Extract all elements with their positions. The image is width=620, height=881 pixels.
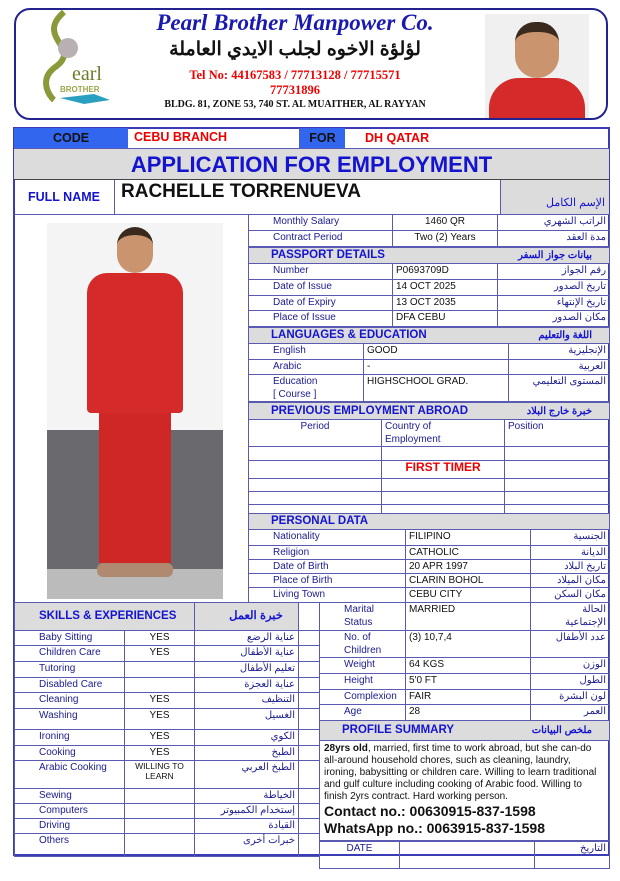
personal-label-arabic: العمر xyxy=(531,705,610,721)
skill-row xyxy=(15,709,320,730)
skill-value: YES xyxy=(125,730,195,746)
photo-cell xyxy=(14,214,249,602)
personal-label: Age xyxy=(320,705,406,721)
skill-spacer xyxy=(299,789,320,804)
personal-value: 28 xyxy=(406,705,531,721)
company-name-arabic: لؤلؤة الاخوه لجلب الايدي العاملة xyxy=(169,39,421,60)
passport-label-arabic: رقم الجواز xyxy=(498,264,610,280)
skill-label: Washing xyxy=(15,709,125,730)
skill-value xyxy=(125,789,195,804)
skill-label: Tutoring xyxy=(15,662,125,678)
skill-row xyxy=(15,804,320,819)
personal-row xyxy=(320,603,610,631)
company-name: Pearl Brother Manpower Co. xyxy=(156,10,434,35)
personal-label-arabic: الطول xyxy=(531,674,610,690)
g-pers2-table xyxy=(319,602,610,841)
passport-value: P0693709D xyxy=(393,264,498,280)
passport-row xyxy=(249,264,610,280)
previous-employment-row xyxy=(249,447,610,461)
date-label: DATE xyxy=(320,842,400,869)
language-row xyxy=(249,344,610,360)
personal-label: Place of Birth xyxy=(249,574,406,588)
personal-row xyxy=(320,674,610,690)
passport-label: Date of Issue xyxy=(249,280,393,296)
passport-value: 14 OCT 2025 xyxy=(393,280,498,296)
passport-title: PASSPORT DETAILS xyxy=(271,249,385,261)
personal-value: (3) 10,7,4 xyxy=(406,631,531,658)
language-label: Arabic xyxy=(249,360,364,375)
personal-data-title: PERSONAL DATA xyxy=(271,515,369,527)
skill-label-arabic: الخياطة xyxy=(195,789,299,804)
contract-value: Two (2) Years xyxy=(393,231,498,247)
personal-label-arabic: لون البشرة xyxy=(531,690,610,705)
previous-employment-header xyxy=(249,403,610,420)
languages-title-arabic: اللغة والتعليم xyxy=(538,330,592,341)
passport-label: Date of Expiry xyxy=(249,296,393,311)
skill-label-arabic: التنظيف xyxy=(195,693,299,709)
personal-row xyxy=(249,546,610,560)
skill-label-arabic: الكوي xyxy=(195,730,299,746)
passport-header xyxy=(249,248,610,264)
personal-label-arabic: مكان الميلاد xyxy=(531,574,610,588)
country-cell xyxy=(382,492,505,505)
skill-label: Others xyxy=(15,834,125,857)
language-row xyxy=(249,375,610,402)
previous-employment-title-arabic: خبرة خارج البلاد xyxy=(526,405,593,417)
position-cell xyxy=(505,479,610,492)
personal-value: 5'0 FT xyxy=(406,674,531,690)
previous-employment-columns xyxy=(249,420,610,447)
personal-value: CATHOLIC xyxy=(406,546,531,560)
profile-summary-title-arabic: ملخص البيانات xyxy=(531,725,592,736)
skill-label-arabic: تعليم الأطفال xyxy=(195,662,299,678)
passport-title-arabic: بيانات جواز السفر xyxy=(518,250,593,261)
applicant-full-photo xyxy=(47,223,223,599)
personal-label: Living Town xyxy=(249,588,406,603)
position-column: Position xyxy=(505,420,610,447)
personal-label-arabic: تاريخ البلاد xyxy=(531,560,610,574)
g-contract-table xyxy=(248,214,610,247)
skill-row xyxy=(15,631,320,646)
personal-value: CEBU CITY xyxy=(406,588,531,603)
personal-data xyxy=(249,514,610,530)
contract-row xyxy=(249,231,610,247)
date-value xyxy=(400,842,535,869)
g-pers2-table xyxy=(319,841,610,869)
date-row xyxy=(320,842,610,869)
country-cell xyxy=(382,479,505,492)
skill-label: Arabic Cooking xyxy=(15,761,125,789)
country-cell xyxy=(382,447,505,461)
period-cell xyxy=(249,461,382,479)
language-label-arabic: العربية xyxy=(509,360,610,375)
svg-text:earl: earl xyxy=(72,63,102,85)
skill-label-arabic: عناية الرضع xyxy=(195,631,299,646)
personal-label-arabic: الجنسية xyxy=(531,530,610,546)
passport-label: Place of Issue xyxy=(249,311,393,327)
languages-header xyxy=(249,328,610,344)
previous-employment-row xyxy=(249,492,610,505)
personal-label: Religion xyxy=(249,546,406,560)
personal-label-arabic: مكان السكن xyxy=(531,588,610,603)
code-row xyxy=(14,128,609,148)
contact-number: Contact no.: 00630915-837-1598 xyxy=(324,803,536,819)
language-value: - xyxy=(364,360,509,375)
skill-row xyxy=(15,746,320,761)
skill-row xyxy=(15,819,320,834)
contract-label-arabic: الراتب الشهري xyxy=(498,215,610,231)
applicant-portrait xyxy=(485,14,589,118)
skill-spacer xyxy=(299,746,320,761)
summary-paragraph xyxy=(324,743,605,803)
skill-label: Computers xyxy=(15,804,125,819)
skill-spacer xyxy=(299,834,320,857)
for-label: FOR xyxy=(300,128,345,148)
g-contract-table xyxy=(248,402,610,518)
skill-row xyxy=(15,730,320,746)
skill-row xyxy=(15,693,320,709)
pearl-brother-logo xyxy=(24,8,120,104)
personal-value: FAIR xyxy=(406,690,531,705)
personal-row xyxy=(320,705,610,721)
period-cell xyxy=(249,447,382,461)
tel-line-2: 77731896 xyxy=(270,83,320,97)
personal-label: No. of Children xyxy=(320,631,406,658)
skill-row xyxy=(15,662,320,678)
language-label: English xyxy=(249,344,364,360)
summary-lead: 28yrs old xyxy=(324,743,368,754)
previous-employment xyxy=(249,403,610,420)
position-cell xyxy=(505,447,610,461)
g-contract-table xyxy=(248,247,610,327)
country-column: Country of Employment xyxy=(382,420,505,447)
skills-header xyxy=(15,603,320,631)
skill-value xyxy=(125,819,195,834)
personal-value: CLARIN BOHOL xyxy=(406,574,531,588)
skill-label-arabic: القيادة xyxy=(195,819,299,834)
g-pers-table xyxy=(248,513,610,603)
full-name-row xyxy=(14,179,609,214)
skill-row xyxy=(15,789,320,804)
language-label-arabic: الإنجليزية xyxy=(509,344,610,360)
contract-label: Monthly Salary xyxy=(249,215,393,231)
personal-row xyxy=(249,574,610,588)
passport xyxy=(249,248,610,264)
skill-spacer xyxy=(299,730,320,746)
passport-value: 13 OCT 2035 xyxy=(393,296,498,311)
skill-value: YES xyxy=(125,709,195,730)
personal-label: Nationality xyxy=(249,530,406,546)
telephone xyxy=(110,68,480,98)
language-label: Education [ Course ] xyxy=(249,375,364,402)
personal-label: Weight xyxy=(320,658,406,674)
skill-label-arabic: عناية الأطفال xyxy=(195,646,299,662)
skill-spacer xyxy=(299,646,320,662)
for-value: DH QATAR xyxy=(365,131,430,145)
skill-spacer xyxy=(299,819,320,834)
skill-spacer xyxy=(299,693,320,709)
skills-spacer xyxy=(299,603,320,631)
skill-value: WILLING TO LEARN xyxy=(125,761,195,789)
skill-spacer xyxy=(299,761,320,789)
skill-label-arabic: خبرات أخرى xyxy=(195,834,299,857)
passport-label-arabic: تاريخ الصدور xyxy=(498,280,610,296)
personal-row xyxy=(320,690,610,705)
country-cell: FIRST TIMER xyxy=(382,461,505,479)
skill-label: Driving xyxy=(15,819,125,834)
personal-label: Complexion xyxy=(320,690,406,705)
personal-label-arabic: الديانة xyxy=(531,546,610,560)
passport-row xyxy=(249,311,610,327)
summary-body: , married, first time to work abroad, but she can-do all-around household chores, such as cleaning, laundry, ironing, babysitting or children care. Willing to learn traditional and gulf culture including cooking of Arabic food. Willing to finish 2yrs contract. Hard working person. xyxy=(324,743,597,802)
passport-label: Number xyxy=(249,264,393,280)
skill-label: Baby Sitting xyxy=(15,631,125,646)
language-value: GOOD xyxy=(364,344,509,360)
language-row xyxy=(249,360,610,375)
language-value: HIGHSCHOOL GRAD. xyxy=(364,375,509,402)
languages-title: LANGUAGES & EDUCATION xyxy=(271,329,427,341)
passport-row xyxy=(249,280,610,296)
profile-summary-text xyxy=(320,741,610,841)
personal-row xyxy=(249,530,610,546)
previous-employment-title: PREVIOUS EMPLOYMENT ABROAD xyxy=(271,404,469,417)
personal-label-arabic: الحالة الإجتماعية xyxy=(531,603,610,631)
personal-value: 64 KGS xyxy=(406,658,531,674)
skill-row xyxy=(15,678,320,693)
passport-label-arabic: تاريخ الإنتهاء xyxy=(498,296,610,311)
g-contract-table xyxy=(248,327,610,402)
personal-data-header xyxy=(249,514,610,530)
profile-summary-title: PROFILE SUMMARY xyxy=(342,724,455,736)
skill-label-arabic: الغسيل xyxy=(195,709,299,730)
full-name-value: RACHELLE TORRENUEVA xyxy=(121,181,361,202)
full-name-arabic: الإسم الكامل xyxy=(500,180,609,214)
date-label-arabic: التاريخ xyxy=(535,842,610,869)
language-label-arabic: المستوى التعليمي xyxy=(509,375,610,402)
skill-spacer xyxy=(299,678,320,693)
personal-label-arabic: عدد الأطفال xyxy=(531,631,610,658)
summary-row xyxy=(320,741,610,841)
contract-label: Contract Period xyxy=(249,231,393,247)
skill-value xyxy=(125,804,195,819)
passport-value: DFA CEBU xyxy=(393,311,498,327)
skill-value: YES xyxy=(125,746,195,761)
personal-label: Date of Birth xyxy=(249,560,406,574)
profile-summary xyxy=(320,721,610,741)
skill-row xyxy=(15,761,320,789)
personal-value: 20 APR 1997 xyxy=(406,560,531,574)
skill-value: YES xyxy=(125,693,195,709)
personal-row xyxy=(249,560,610,574)
skill-value xyxy=(125,662,195,678)
personal-row xyxy=(249,588,610,603)
personal-label: Height xyxy=(320,674,406,690)
position-cell xyxy=(505,461,610,479)
skill-row xyxy=(15,834,320,857)
skill-label: Ironing xyxy=(15,730,125,746)
position-cell xyxy=(505,492,610,505)
profile-summary-header xyxy=(320,721,610,741)
skill-label: Cleaning xyxy=(15,693,125,709)
languages xyxy=(249,328,610,344)
previous-employment-row xyxy=(249,461,610,479)
skill-value: YES xyxy=(125,631,195,646)
skills-title-arabic: خبرة العمل xyxy=(195,603,299,631)
skill-value xyxy=(125,834,195,857)
skill-spacer xyxy=(299,804,320,819)
whatsapp-number: WhatsApp no.: 0063915-837-1598 xyxy=(324,820,545,836)
skill-label: Cooking xyxy=(15,746,125,761)
skill-value: YES xyxy=(125,646,195,662)
personal-value: MARRIED xyxy=(406,603,531,631)
skills-title: SKILLS & EXPERIENCES xyxy=(15,603,195,631)
skill-label-arabic: إستخدام الكمبيوتر xyxy=(195,804,299,819)
personal-label-arabic: الوزن xyxy=(531,658,610,674)
skill-spacer xyxy=(299,631,320,646)
skill-spacer xyxy=(299,662,320,678)
skill-label: Children Care xyxy=(15,646,125,662)
form-title: APPLICATION FOR EMPLOYMENT xyxy=(14,148,609,179)
personal-row xyxy=(320,631,610,658)
contract-value: 1460 QR xyxy=(393,215,498,231)
period-column: Period xyxy=(249,420,382,447)
period-cell xyxy=(249,492,382,505)
contract-row xyxy=(249,215,610,231)
tel-line-1: Tel No: 44167583 / 77713128 / 77715571 xyxy=(189,68,401,82)
address: BLDG. 81, ZONE 53, 740 ST. AL MUAITHER, AL RAYYAN xyxy=(164,99,426,110)
skill-spacer xyxy=(299,709,320,730)
period-cell xyxy=(249,479,382,492)
personal-row xyxy=(320,658,610,674)
personal-label: Marital Status xyxy=(320,603,406,631)
code-value: CEBU BRANCH xyxy=(128,128,300,148)
passport-label-arabic: مكان الصدور xyxy=(498,311,610,327)
contract-label-arabic: مدة العقد xyxy=(498,231,610,247)
skill-label: Disabled Care xyxy=(15,678,125,693)
skill-value xyxy=(125,678,195,693)
skill-label: Sewing xyxy=(15,789,125,804)
g-skills-table xyxy=(14,602,320,857)
skill-row xyxy=(15,646,320,662)
skill-label-arabic: الطبخ xyxy=(195,746,299,761)
skill-label-arabic: الطبخ العربي xyxy=(195,761,299,789)
svg-text:BROTHER: BROTHER xyxy=(60,85,100,94)
skill-label-arabic: عناية العجزة xyxy=(195,678,299,693)
personal-value: FILIPINO xyxy=(406,530,531,546)
previous-employment-row xyxy=(249,479,610,492)
full-name-label: FULL NAME xyxy=(14,180,115,214)
code-label: CODE xyxy=(14,128,128,148)
passport-row xyxy=(249,296,610,311)
